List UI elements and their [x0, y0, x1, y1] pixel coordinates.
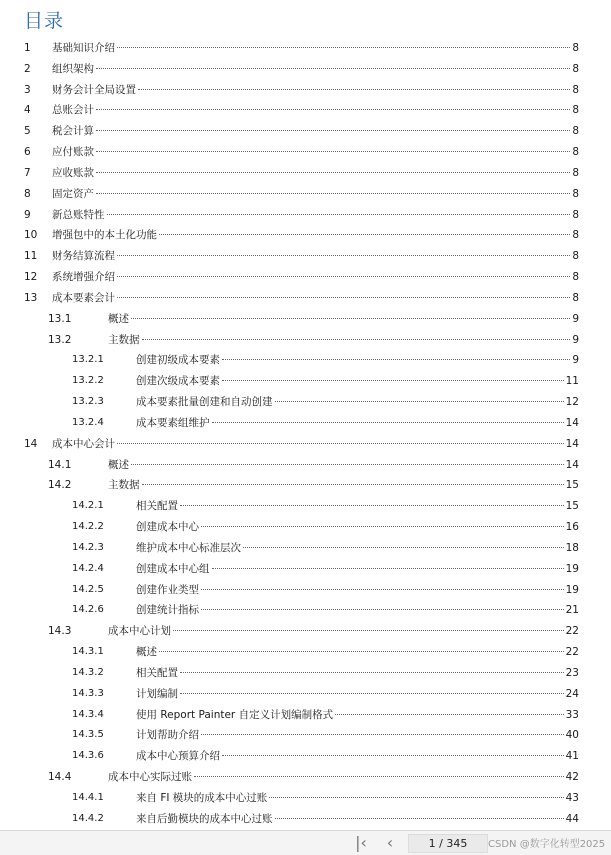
toc-entry[interactable] [0, 809, 611, 830]
toc-entry[interactable] [0, 413, 611, 434]
toc-label[interactable]: 创建成本中心组 [136, 562, 210, 575]
toc-page-number: 8 [572, 62, 579, 75]
toc-entry[interactable] [0, 684, 611, 705]
toc-link[interactable] [136, 413, 579, 434]
toc-number: 14 [24, 437, 38, 450]
toc-label[interactable]: 创建统计指标 [136, 604, 199, 617]
toc-link[interactable] [52, 246, 579, 267]
toc-number: 14.2.5 [72, 583, 104, 595]
toc-link[interactable] [136, 746, 579, 767]
toc-leader-dots [222, 379, 564, 381]
toc-leader-dots [212, 567, 564, 569]
toc-label[interactable]: 成本中心预算介绍 [136, 750, 220, 763]
toc-link[interactable] [136, 392, 579, 413]
toc-number: 14.2.2 [72, 521, 104, 533]
toc-page-number: 23 [565, 666, 579, 679]
toc-label[interactable]: 计划帮助介绍 [136, 729, 199, 742]
toc-leader-dots [96, 171, 570, 173]
toc-number: 14.3.4 [72, 708, 104, 720]
toc-label[interactable]: 财务结算流程 [52, 250, 115, 263]
toc-link[interactable] [136, 350, 579, 371]
toc-link[interactable] [108, 309, 579, 330]
toc-link[interactable] [52, 205, 579, 226]
toc-entry[interactable] [0, 288, 611, 309]
toc-entry[interactable] [0, 142, 611, 163]
toc-leader-dots [180, 671, 564, 673]
toc-number: 10 [24, 229, 38, 242]
toc-number: 13.2.3 [72, 396, 104, 408]
toc-link[interactable] [52, 267, 579, 288]
toc-entry[interactable] [0, 371, 611, 392]
toc-page-number: 14 [565, 458, 579, 471]
toc-entry[interactable] [0, 725, 611, 746]
toc-number: 13.2.2 [72, 375, 104, 387]
toc-page-number: 22 [565, 646, 579, 659]
toc-entry[interactable] [0, 184, 611, 205]
toc-link[interactable] [52, 288, 579, 309]
toc-label[interactable]: 概述 [108, 458, 129, 471]
toc-leader-dots [96, 108, 570, 110]
toc-leader-dots [275, 400, 564, 402]
toc-leader-dots [335, 713, 564, 715]
toc-leader-dots [117, 254, 570, 256]
viewer-toolbar [0, 830, 611, 855]
toc-number: 3 [24, 83, 31, 96]
toc-link[interactable] [136, 538, 579, 559]
toc-page-number: 8 [572, 187, 579, 200]
first-page-icon[interactable]: |‹ [355, 833, 367, 852]
toc-entry[interactable] [0, 392, 611, 413]
toc-entry[interactable] [0, 559, 611, 580]
toc-page-number: 8 [572, 208, 579, 221]
toc-number: 14.2.4 [72, 562, 104, 574]
toc-entry[interactable] [0, 621, 611, 642]
toc-leader-dots [243, 546, 564, 548]
toc-link[interactable] [108, 455, 579, 476]
toc-leader-dots [96, 67, 570, 69]
toc-leader-dots [222, 754, 564, 756]
toc-label[interactable]: 系统增强介绍 [52, 271, 115, 284]
toc-page-number: 18 [565, 541, 579, 554]
toc-leader-dots [117, 275, 570, 277]
toc-number: 14.3.6 [72, 750, 104, 762]
toc-link[interactable] [52, 80, 579, 101]
toc-leader-dots [201, 525, 564, 527]
toc-entry[interactable] [0, 496, 611, 517]
toc-leader-dots [131, 317, 570, 319]
toc-label[interactable]: 主数据 [108, 333, 140, 346]
toc-number: 14.3.3 [72, 687, 104, 699]
toc-link[interactable] [52, 121, 579, 142]
toc-link[interactable] [136, 809, 579, 830]
toc-link[interactable] [52, 142, 579, 163]
toc-page-number: 44 [565, 812, 579, 825]
toc-number: 14.2.1 [72, 500, 104, 512]
toc-label[interactable]: 使用 Report Painter 自定义计划编制格式 [136, 708, 334, 721]
toc-link[interactable] [52, 225, 579, 246]
toc-number: 2 [24, 62, 31, 75]
toc-page-number: 8 [572, 166, 579, 179]
toc-label[interactable]: 创建成本中心 [136, 521, 199, 534]
toc-page-number: 8 [572, 229, 579, 242]
toc-label[interactable]: 财务会计全局设置 [52, 83, 136, 96]
toc-link[interactable] [52, 434, 579, 455]
toc-label[interactable]: 相关配置 [136, 666, 178, 679]
toc-label[interactable]: 维护成本中心标准层次 [136, 541, 241, 554]
page-indicator[interactable]: 1 / 345 [408, 834, 488, 853]
toc-entry[interactable] [0, 538, 611, 559]
toc-link[interactable] [136, 663, 579, 684]
toc-label[interactable]: 税会计算 [52, 125, 94, 138]
toc-label[interactable]: 新总账特性 [52, 208, 105, 221]
toc-page-number: 19 [565, 562, 579, 575]
toc-link[interactable] [108, 330, 579, 351]
toc-leader-dots [201, 588, 564, 590]
toc-leader-dots [138, 88, 570, 90]
toc-leader-dots [159, 233, 570, 235]
toc-entry[interactable] [0, 517, 611, 538]
toc-label[interactable]: 应付账款 [52, 146, 94, 159]
toc-label[interactable]: 相关配置 [136, 500, 178, 513]
toc-leader-dots [96, 150, 570, 152]
toc-page-number: 8 [572, 291, 579, 304]
toc-number: 8 [24, 187, 31, 200]
toc-list [0, 38, 611, 829]
toc-number: 13.2.4 [72, 416, 104, 428]
toc-leader-dots [117, 296, 570, 298]
toc-link[interactable] [136, 580, 579, 601]
toc-page-number: 22 [565, 625, 579, 638]
toc-label[interactable]: 固定资产 [52, 187, 94, 200]
toc-number: 14.3 [48, 625, 72, 638]
toc-label[interactable]: 总账会计 [52, 104, 94, 117]
toc-link[interactable] [136, 517, 579, 538]
toc-entry[interactable] [0, 59, 611, 80]
toc-entry[interactable] [0, 600, 611, 621]
toc-entry[interactable] [0, 705, 611, 726]
toc-label[interactable]: 成本要素会计 [52, 291, 115, 304]
toc-number: 14.4.2 [72, 812, 104, 824]
toc-number: 9 [24, 208, 31, 221]
toc-link[interactable] [136, 725, 579, 746]
toc-leader-dots [159, 650, 564, 652]
toc-link[interactable] [136, 496, 579, 517]
toc-page-number: 8 [572, 271, 579, 284]
toc-number: 7 [24, 166, 31, 179]
toc-number: 5 [24, 125, 31, 138]
toc-leader-dots [194, 775, 564, 777]
toc-number: 13 [24, 291, 38, 304]
toc-leader-dots [117, 46, 570, 48]
toc-leader-dots [275, 817, 564, 819]
toc-link[interactable] [136, 371, 579, 392]
toc-number: 13.1 [48, 312, 72, 325]
toc-page-number: 19 [565, 583, 579, 596]
toc-number: 14.3.1 [72, 646, 104, 658]
toc-number: 14.1 [48, 458, 72, 471]
toc-entry[interactable] [0, 767, 611, 788]
toc-link[interactable] [52, 59, 579, 80]
toc-page-number: 15 [565, 500, 579, 513]
toc-number: 6 [24, 146, 31, 159]
toc-page-number: 15 [565, 479, 579, 492]
toc-page-number: 42 [565, 770, 579, 783]
toc-number: 14.3.5 [72, 729, 104, 741]
toc-label[interactable]: 成本中心会计 [52, 437, 115, 450]
toc-page-number: 8 [572, 146, 579, 159]
toc-page-number: 8 [572, 83, 579, 96]
toc-page-number: 24 [565, 687, 579, 700]
toc-entry[interactable] [0, 475, 611, 496]
toc-number: 11 [24, 250, 38, 263]
toc-label[interactable]: 创建初级成本要素 [136, 354, 220, 367]
toc-leader-dots [107, 213, 571, 215]
toc-number: 13.2.1 [72, 354, 104, 366]
toc-link[interactable] [136, 600, 579, 621]
toc-entry[interactable] [0, 205, 611, 226]
toc-page-number: 16 [565, 521, 579, 534]
toc-number: 14.2 [48, 479, 72, 492]
toc-title: 目录 [24, 10, 65, 32]
toc-label[interactable]: 来自后勤模块的成本中心过账 [136, 812, 273, 825]
toc-link[interactable] [136, 705, 579, 726]
toc-page-number: 14 [565, 416, 579, 429]
toc-entry[interactable] [0, 434, 611, 455]
toc-page-number: 14 [565, 437, 579, 450]
toc-number: 14.4 [48, 770, 72, 783]
toc-page-number: 8 [572, 250, 579, 263]
toc-label[interactable]: 增强包中的本土化功能 [52, 229, 157, 242]
toc-entry[interactable] [0, 163, 611, 184]
toc-leader-dots [131, 463, 564, 465]
toc-label[interactable]: 计划编制 [136, 687, 178, 700]
toc-leader-dots [201, 733, 564, 735]
toc-page-number: 41 [565, 750, 579, 763]
toc-entry[interactable] [0, 788, 611, 809]
toc-label[interactable]: 来自 FI 模块的成本中心过账 [136, 791, 268, 804]
toc-link[interactable] [136, 788, 579, 809]
toc-number: 14.2.3 [72, 541, 104, 553]
toc-entry[interactable] [0, 225, 611, 246]
toc-label[interactable]: 应收账款 [52, 166, 94, 179]
toc-page-number: 9 [572, 354, 579, 367]
toc-number: 1 [24, 42, 31, 54]
toc-leader-dots [117, 442, 564, 444]
toc-page-number: 43 [565, 791, 579, 804]
toc-number: 14.4.1 [72, 791, 104, 803]
toc-label[interactable]: 概述 [136, 646, 157, 659]
toc-link[interactable] [52, 184, 579, 205]
toc-link[interactable] [136, 559, 579, 580]
toc-entry[interactable] [0, 100, 611, 121]
toc-link[interactable] [108, 767, 579, 788]
toc-link[interactable] [108, 621, 579, 642]
toc-link[interactable] [52, 100, 579, 121]
toc-label[interactable]: 创建作业类型 [136, 583, 199, 596]
toc-entry[interactable] [0, 663, 611, 684]
toc-entry[interactable] [0, 309, 611, 330]
toc-page-number: 9 [572, 312, 579, 325]
toc-entry[interactable] [0, 642, 611, 663]
toc-page-number: 12 [565, 396, 579, 409]
toc-entry[interactable] [0, 580, 611, 601]
toc-entry[interactable] [0, 746, 611, 767]
toc-leader-dots [142, 483, 564, 485]
toc-page-number: 8 [572, 42, 579, 54]
toc-label[interactable]: 成本要素批量创建和自动创建 [136, 396, 273, 409]
toc-number: 12 [24, 271, 38, 284]
toc-entry[interactable] [0, 267, 611, 288]
toc-number: 13.2 [48, 333, 72, 346]
toc-leader-dots [180, 692, 564, 694]
toc-leader-dots [96, 192, 570, 194]
toc-leader-dots [212, 421, 564, 423]
toc-leader-dots [96, 129, 570, 131]
toc-entry[interactable] [0, 121, 611, 142]
toc-number: 4 [24, 104, 31, 117]
toc-label[interactable]: 主数据 [108, 479, 140, 492]
toc-label[interactable]: 成本中心实际过账 [108, 770, 192, 783]
toc-leader-dots [201, 608, 564, 610]
toc-link[interactable] [52, 38, 579, 59]
toc-entry[interactable] [0, 350, 611, 371]
toc-label[interactable]: 概述 [108, 312, 129, 325]
toc-label[interactable]: 成本要素组维护 [136, 416, 210, 429]
prev-page-icon[interactable]: ‹ [386, 833, 394, 852]
toc-page-number: 8 [572, 125, 579, 138]
toc-entry[interactable] [0, 38, 611, 59]
toc-page-number: 40 [565, 729, 579, 742]
toc-link[interactable] [52, 163, 579, 184]
toc-leader-dots [142, 338, 571, 340]
toc-link[interactable] [136, 642, 579, 663]
toc-number: 14.3.2 [72, 666, 104, 678]
toc-label[interactable]: 组织架构 [52, 62, 94, 75]
toc-label[interactable]: 基础知识介绍 [52, 42, 115, 54]
toc-label[interactable]: 成本中心计划 [108, 625, 171, 638]
toc-entry[interactable] [0, 455, 611, 476]
toc-leader-dots [269, 796, 563, 798]
toc-page-number: 8 [572, 104, 579, 117]
toc-page-number: 21 [565, 604, 579, 617]
toc-page-number: 11 [565, 375, 579, 388]
toc-entry[interactable] [0, 246, 611, 267]
toc-label[interactable]: 创建次级成本要素 [136, 375, 220, 388]
toc-link[interactable] [108, 475, 579, 496]
toc-entry[interactable] [0, 80, 611, 101]
toc-leader-dots [173, 629, 564, 631]
toc-number: 14.2.6 [72, 604, 104, 616]
toc-leader-dots [222, 358, 570, 360]
toc-leader-dots [180, 504, 564, 506]
watermark: CSDN @数字化转型2025 [488, 839, 606, 850]
toc-entry[interactable] [0, 330, 611, 351]
toc-page-number: 9 [572, 333, 579, 346]
toc-link[interactable] [136, 684, 579, 705]
toc-page-number: 33 [565, 708, 579, 721]
